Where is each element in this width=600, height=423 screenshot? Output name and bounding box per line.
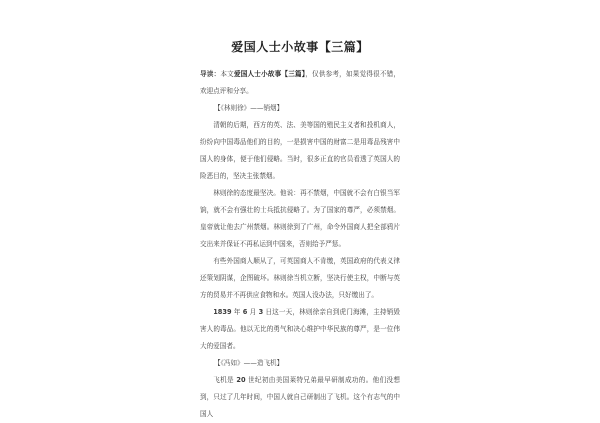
text-fragment: 日这一天，林则徐亲自到虎门海滩，主持销毁害人的毒品。他以无比的勇气和决心维护中华民族的尊严，是一位伟大的爱国者。: [200, 308, 400, 350]
century-number: 20: [236, 376, 246, 384]
intro-prefix: 本文: [220, 70, 234, 78]
paragraph: 清朝的后期，西方的英、法、美等国的殖民主义者和投机商人，纷纷向中国毒品他们的目的，一是损害中国的财富二是用毒品残害中国人的身体，便于他们侵略。当时，很多正直的官员看透了英国人的险恶目的，坚决主张禁烟。: [200, 121, 400, 180]
text-fragment: 月: [249, 308, 257, 316]
intro-suffix: ，仅供参考，如果觉得很不错，欢迎点评和分享。: [200, 70, 401, 95]
paragraph: [200, 304, 400, 355]
year-number: 1839: [213, 308, 232, 316]
intro-article-title: 爱国人士小故事【三篇】: [233, 70, 306, 78]
day-number: 3: [258, 308, 264, 316]
text-fragment: 年: [233, 308, 241, 316]
intro-paragraph: [200, 66, 400, 100]
article-body: [200, 66, 400, 423]
text-fragment: 世纪初由美国莱特兄弟最早研制成功的。他们没想到，只过了几年时间，中国人就自己研制出了飞机。这个有志气的中国人: [200, 376, 401, 418]
paragraph: 有些外国商人顺从了，可英国商人不肯缴，英国政府的代表义律还策划阴谋，企图破坏。林则徐当机立断，坚决行使主权，中断与英方的贸易并不再供应食物和水。英国人没办法，只好缴出了。: [200, 257, 400, 299]
intro-label: 导读：: [200, 70, 221, 78]
month-number: 6: [242, 308, 248, 316]
text-fragment: 飞机是: [213, 376, 234, 384]
page-title: 爱国人士小故事【三篇】: [231, 40, 369, 54]
paragraph: 林则徐的态度最坚决。他说：再不禁烟，中国就不会有白银当军饷，就不会有强壮的士兵抵抗侵略了。为了国家的尊严，必须禁烟。皇帝就让他去广州禁烟。林则徐到了广州，命令外国商人把全部鸦片交出来并保证不再私运到中国来，否则给予严惩。: [200, 189, 400, 248]
paragraph: [200, 372, 400, 423]
section-heading-lin-zexu: 【《林则徐》——销烟】: [214, 104, 284, 112]
section-heading-feng-ru: 【《冯如》——造飞机】: [214, 359, 284, 367]
